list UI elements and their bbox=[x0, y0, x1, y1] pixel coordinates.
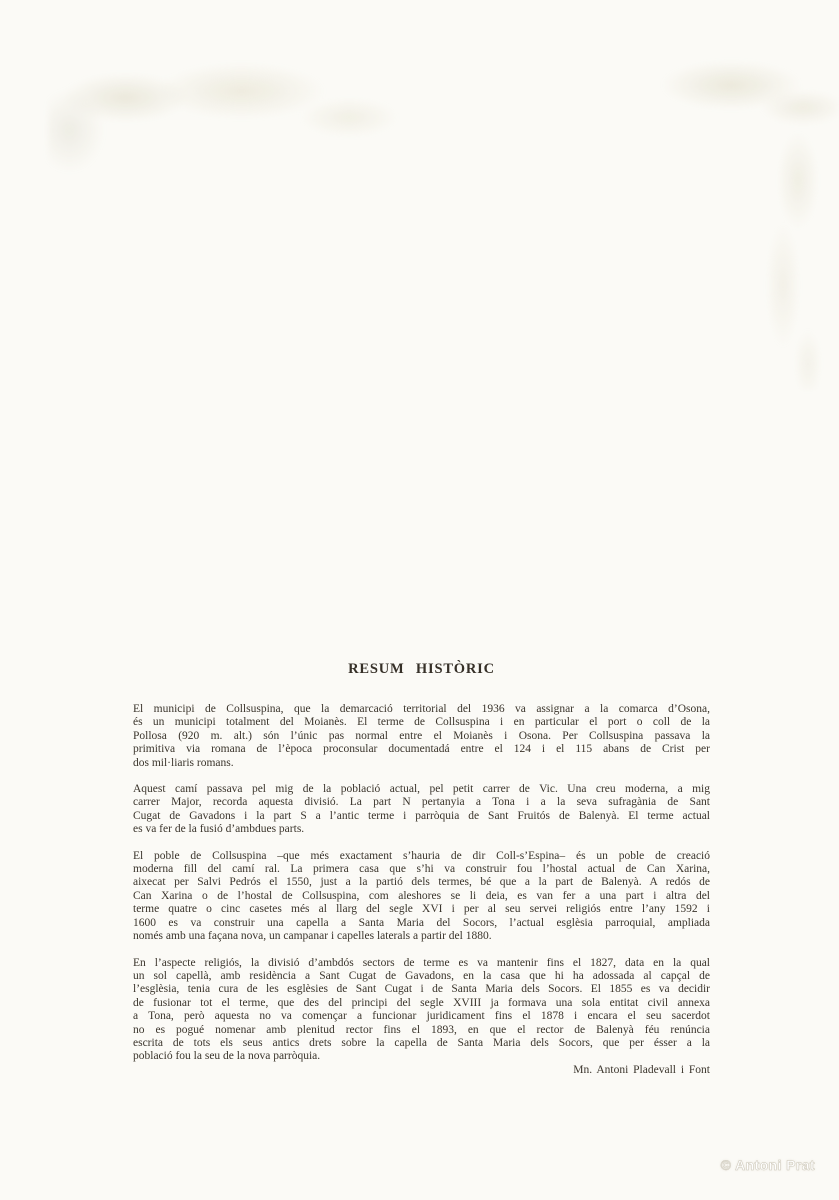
text-line: un sol capellà, amb residència a Sant Cugat de Gavadons, en la casa que hi ha adossada al capçal de bbox=[133, 969, 710, 982]
paragraphs-container bbox=[133, 703, 710, 1064]
text-line: escrita de tots els seus antics drets sobre la capella de Santa Maria dels Socors, que per ésser a la bbox=[133, 1036, 710, 1049]
paragraph bbox=[133, 957, 710, 1064]
text-line: primitiva via romana de l’època proconsular documentadá entre el 124 i el 115 abans de Crist per bbox=[133, 743, 710, 756]
text-line: Cugat de Gavadons i la part S a l’antic terme i parròquia de Sant Fruitós de Balenyà. El terme actual bbox=[133, 809, 710, 822]
scan-smudge-right-edge bbox=[738, 128, 838, 390]
paragraph bbox=[133, 850, 710, 944]
text-line: aixecat per Salvi Pedrós el 1550, just a la partió dels termes, bé que a la part de Balenyà. A redós de bbox=[133, 876, 710, 889]
text-line: En l’aspecte religiós, la divisió d’ambdós sectors de terme es va mantenir fins el 1827, data en la qual bbox=[133, 956, 710, 969]
text-line: El municipi de Collsuspina, que la demarcació territorial del 1936 va assignar a la comarca d’Osona, bbox=[133, 703, 710, 715]
text-line: terme quatre o cinc casetes més al llarg del segle XVI i per al seu servei religiós entre l’any 1592 i bbox=[133, 903, 710, 916]
text-line: carrer Major, recorda aquesta divisió. La part N pertanyia a Tona i a la seva sufragània de Sant bbox=[133, 796, 710, 809]
photo-credit: © Antoni Prat bbox=[720, 1157, 815, 1173]
text-line: no es pogué nomenar amb plenitud rector fins el 1893, en que el rector de Balenyà féu renúncia bbox=[133, 1023, 710, 1036]
text-line: només amb una façana nova, un campanar i capelles laterals a partir del 1880. bbox=[133, 930, 492, 943]
scan-smudge-top-right bbox=[600, 46, 839, 158]
document-body bbox=[133, 661, 710, 1077]
paragraph bbox=[133, 703, 710, 770]
text-line: a Tona, però aquesta no va començar a funcionar juridicament fins el 1878 i encara el seu sacerdot bbox=[133, 1010, 710, 1023]
paragraph bbox=[133, 783, 710, 837]
scan-smudge-top-left bbox=[48, 58, 478, 190]
text-line: de fusionar tot el terme, que des del principi del segle XVIII ja formava una sola entitat civil annexa bbox=[133, 996, 710, 1009]
text-line: es va fer de la fusió d’ambdues parts. bbox=[133, 823, 305, 836]
text-line: l’esglèsia, tenia cura de les esglèsies de Sant Cugat i de Santa Maria dels Socors. El 1855 es va decidir bbox=[133, 983, 710, 996]
author-signature: Mn. Antoni Pladevall i Font bbox=[573, 1063, 710, 1076]
text-line: és un municipi totalment del Moianès. El terme de Collsuspina i en particular el port o coll de la bbox=[133, 716, 710, 729]
page-title: RESUM HISTÒRIC bbox=[348, 661, 495, 677]
text-line: El poble de Collsuspina –que més exactament s’hauria de dir Coll-s’Espina– és un poble de creació bbox=[133, 849, 710, 862]
text-line: moderna fill del camí ral. La primera casa que s’hi va construir fou l’hostal actual de Can Xarina, bbox=[133, 863, 710, 876]
text-line: Can Xarina o de l’hostal de Collsuspina, com aleshores se li deia, es van fer a una part i altra del bbox=[133, 889, 710, 902]
text-line: Aquest camí passava pel mig de la població actual, pel petit carrer de Vic. Una creu moderna, a mig bbox=[133, 783, 710, 796]
text-line: dos mil·liaris romans. bbox=[133, 756, 234, 769]
text-line: població fou la seu de la nova parròquia. bbox=[133, 1050, 321, 1063]
text-line: 1600 es va construir una capella a Santa Maria del Socors, l’actual esglèsia parroquial, ampliada bbox=[133, 916, 710, 929]
text-line: Pollosa (920 m. alt.) són l’únic pas normal entre el Moianès i Osona. Per Collsuspina passava la bbox=[133, 729, 710, 742]
